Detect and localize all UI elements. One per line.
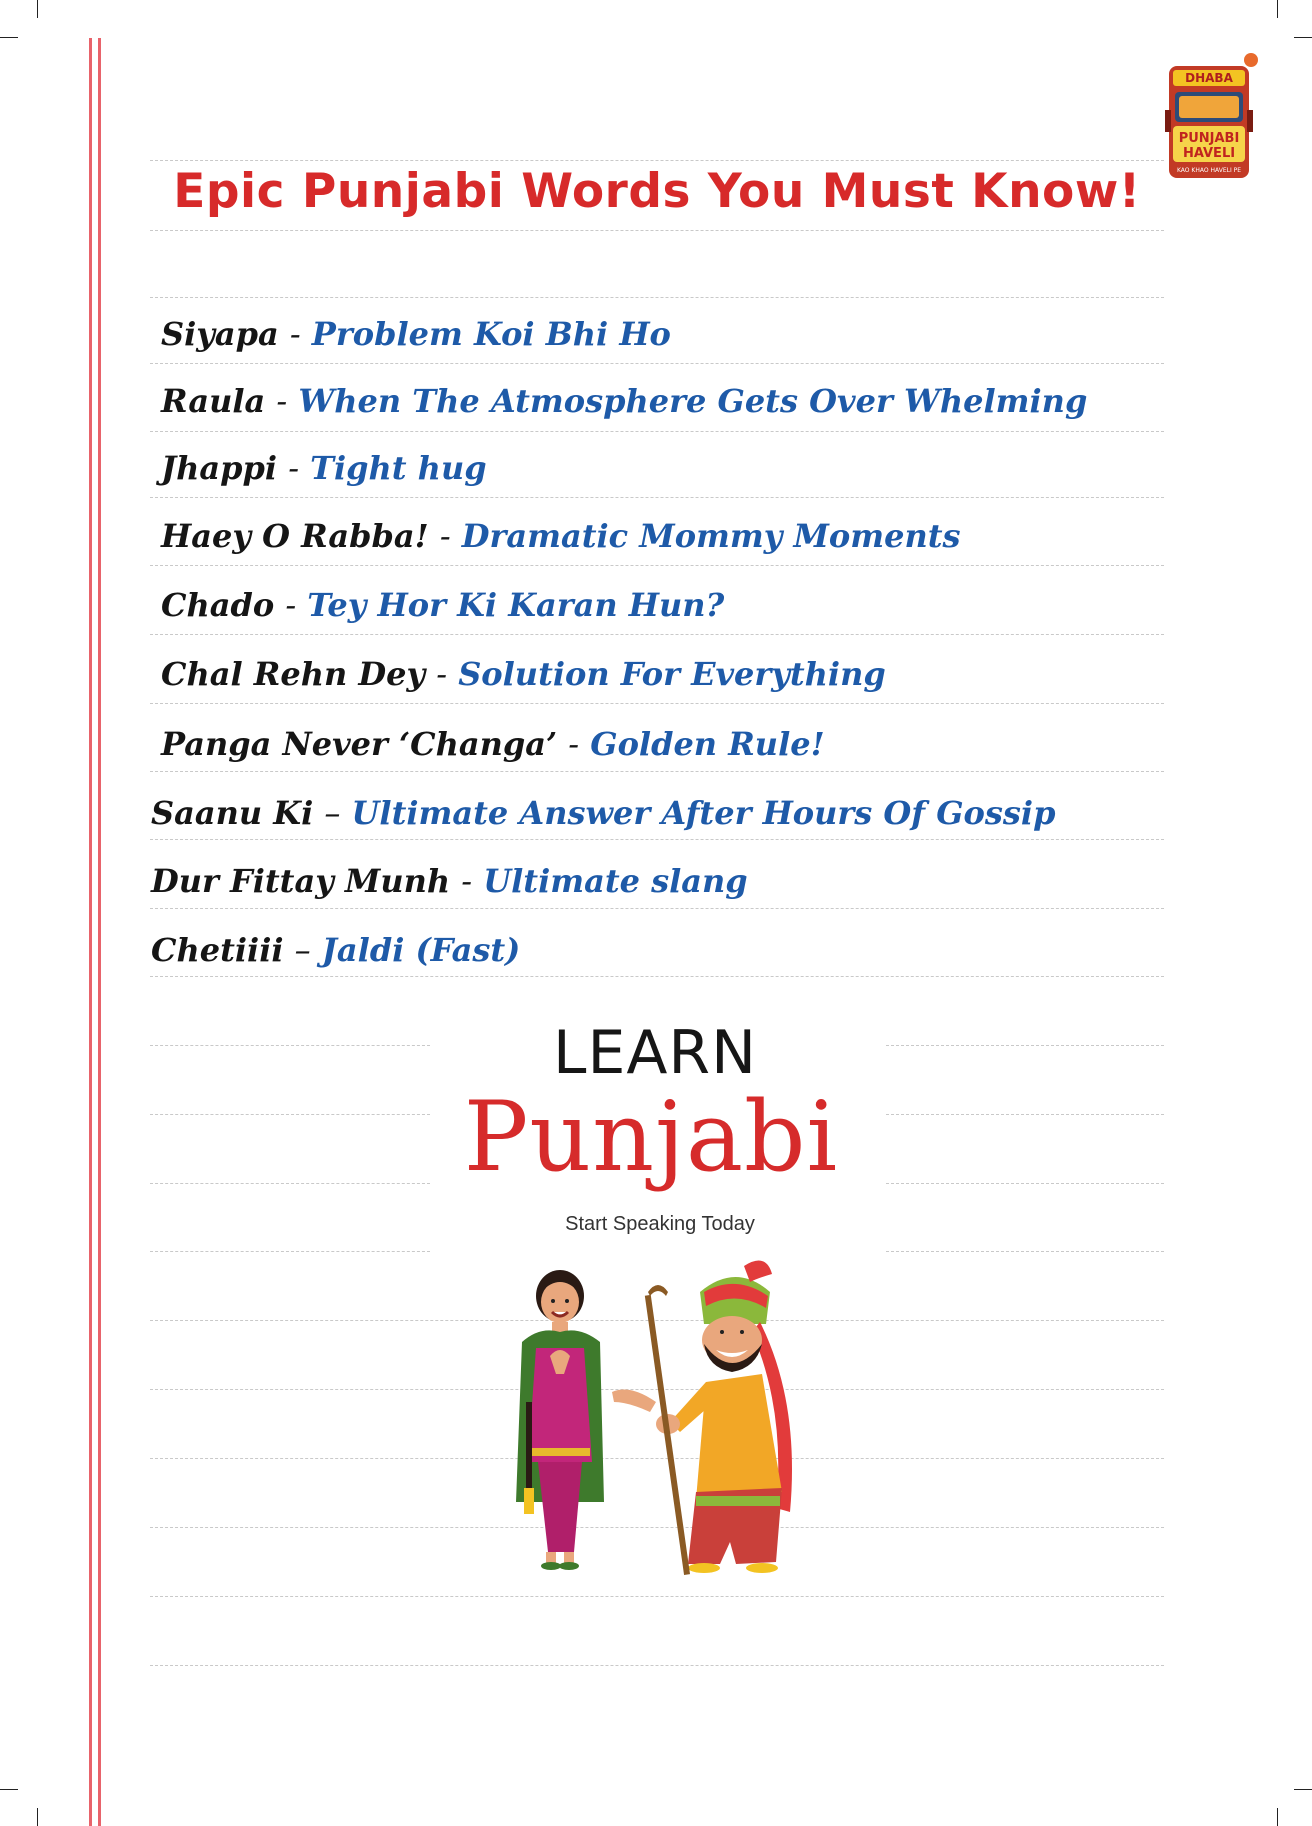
ruled-line xyxy=(150,1045,430,1046)
punjabi-word: Dur Fittay Munh xyxy=(151,862,451,900)
ruled-line xyxy=(150,703,1164,704)
word-meaning: Tey Hor Ki Karan Hun? xyxy=(307,586,725,624)
ruled-line xyxy=(150,908,1164,909)
ruled-line xyxy=(886,1183,1164,1184)
word-meaning: Tight hug xyxy=(310,449,487,487)
svg-text:PUNJABI: PUNJABI xyxy=(1178,131,1240,146)
ruled-line xyxy=(150,297,1164,298)
learn-heading: LEARN xyxy=(553,1018,757,1088)
page-title: Epic Punjabi Words You Must Know! xyxy=(173,164,1141,219)
word-meaning: Solution For Everything xyxy=(458,655,886,693)
word-entry xyxy=(161,724,825,764)
word-entry xyxy=(161,654,886,694)
crop-mark xyxy=(0,1789,18,1790)
crop-mark xyxy=(1294,37,1312,38)
crop-mark xyxy=(1277,1808,1278,1826)
punjabi-word: Chado xyxy=(161,586,275,624)
word-entry xyxy=(151,793,1055,833)
punjabi-word: Haey O Rabba! xyxy=(161,517,429,555)
ruled-line xyxy=(150,839,1164,840)
separator: - xyxy=(288,449,299,487)
word-meaning: Problem Koi Bhi Ho xyxy=(311,315,671,353)
word-entry xyxy=(161,381,1087,421)
ruled-line xyxy=(150,565,1164,566)
ruled-line xyxy=(150,431,1164,432)
word-meaning: Jaldi (Fast) xyxy=(321,931,521,969)
ruled-line xyxy=(150,634,1164,635)
ruled-line xyxy=(150,363,1164,364)
word-entry xyxy=(151,930,520,970)
dhaba-logo xyxy=(1163,50,1263,186)
punjabi-word: Raula xyxy=(161,382,266,420)
ruled-line xyxy=(150,497,1164,498)
word-entry xyxy=(151,861,748,901)
word-meaning: Dramatic Mommy Moments xyxy=(461,517,961,555)
word-meaning: Ultimate Answer After Hours Of Gossip xyxy=(351,794,1056,832)
ruled-line xyxy=(150,160,1164,161)
punjabi-word: Siyapa xyxy=(161,315,279,353)
crop-mark xyxy=(37,0,38,18)
punjabi-word: Panga Never ‘Changa’ xyxy=(161,725,558,763)
ruled-line xyxy=(886,1114,1164,1115)
punjabi-word: Chetiiii xyxy=(151,931,284,969)
crop-mark xyxy=(1277,0,1278,18)
ruled-line xyxy=(150,1596,1164,1597)
word-meaning: Golden Rule! xyxy=(590,725,825,763)
crop-mark xyxy=(0,37,18,38)
crop-mark xyxy=(1294,1789,1312,1790)
svg-text:HAVELI: HAVELI xyxy=(1182,146,1236,161)
punjabi-heading: Punjabi xyxy=(463,1081,839,1193)
word-entry xyxy=(161,448,487,488)
punjabi-word: Saanu Ki xyxy=(151,794,314,832)
crop-mark xyxy=(37,1808,38,1826)
punjabi-word: Chal Rehn Dey xyxy=(161,655,426,693)
ruled-line xyxy=(886,1251,1164,1252)
separator: - xyxy=(439,517,451,555)
woman-figure xyxy=(516,1270,604,1570)
word-entry xyxy=(161,314,671,354)
ruled-line xyxy=(150,230,1164,231)
separator: - xyxy=(276,382,288,420)
margin-line xyxy=(89,38,92,1826)
word-meaning: Ultimate slang xyxy=(483,862,748,900)
ruled-line xyxy=(886,1045,1164,1046)
punjabi-couple-illustration xyxy=(500,1252,860,1592)
word-entry xyxy=(161,585,724,625)
man-figure xyxy=(612,1261,792,1575)
ruled-line xyxy=(150,1114,430,1115)
svg-text:DHABA: DHABA xyxy=(1185,71,1233,85)
ruled-line xyxy=(150,1251,430,1252)
ruled-line xyxy=(150,771,1164,772)
tagline: Start Speaking Today xyxy=(565,1213,755,1235)
word-meaning: When The Atmosphere Gets Over Whelming xyxy=(298,382,1088,420)
svg-text:KAO KHAO HAVELI PE: KAO KHAO HAVELI PE xyxy=(1176,167,1242,174)
separator: - xyxy=(461,862,473,900)
separator: – xyxy=(294,931,311,969)
separator: - xyxy=(436,655,448,693)
punjabi-word: Jhappi xyxy=(161,449,278,487)
ruled-line xyxy=(150,976,1164,977)
ruled-line xyxy=(150,1665,1164,1666)
separator: - xyxy=(568,725,580,763)
ruled-line xyxy=(150,1183,430,1184)
separator: - xyxy=(285,586,297,624)
word-entry xyxy=(161,516,961,556)
margin-line xyxy=(98,38,101,1826)
separator: – xyxy=(324,794,341,832)
separator: - xyxy=(289,315,301,353)
